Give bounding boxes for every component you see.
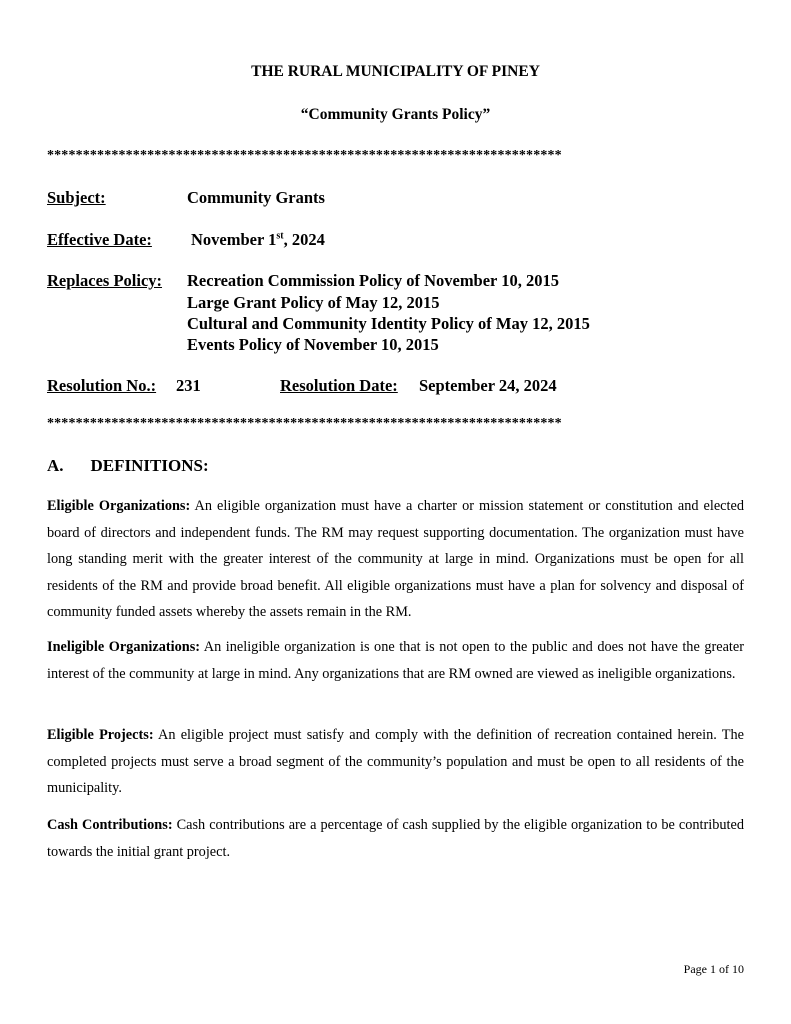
definition-eligible-projects — [47, 722, 744, 802]
subject-label: Subject: — [47, 188, 106, 207]
subject-value: Community Grants — [187, 188, 325, 207]
separator-bottom: ************************************************************************ — [47, 416, 562, 431]
policy-title: “Community Grants Policy” — [300, 106, 491, 123]
definition-term: Ineligible Organizations: — [47, 639, 201, 655]
resolution-number-value: 231 — [176, 376, 201, 395]
section-letter: A. — [47, 456, 64, 475]
replaces-policy-item: Large Grant Policy of May 12, 2015 — [187, 293, 440, 312]
replaces-policy-label: Replaces Policy: — [47, 271, 163, 290]
definition-cash-contributions — [47, 812, 744, 865]
definition-term: Eligible Projects: — [47, 727, 154, 743]
definition-text: An eligible organization must have a charter or mission statement or constitution and elected board of directors and independent funds. The RM may request supporting documentation. The organization must have long standing merit with the greater interest of the community at large in mind. Organizations must be open for all residents of the RM and provide broad benefit. All eligible organizations must have a plan for solvency and disposal of community funded assets whereby the assets remain in the RM. — [47, 498, 744, 620]
effective-date-year: , 2024 — [283, 230, 325, 249]
resolution-date-value: September 24, 2024 — [419, 376, 557, 395]
definition-term: Cash Contributions: — [47, 817, 173, 833]
definition-term: Eligible Organizations: — [47, 498, 191, 514]
definition-text: An eligible project must satisfy and comply with the definition of recreation contained herein. The completed projects must serve a broad segment of the community’s population and must be open to all residents of the municipality. — [47, 727, 744, 796]
effective-date-suffix: st — [276, 230, 284, 242]
page-number: Page 1 of 10 — [683, 962, 744, 976]
replaces-policy-item: Cultural and Community Identity Policy of May 12, 2015 — [187, 314, 590, 333]
replaces-policy-item: Events Policy of November 10, 2015 — [187, 335, 439, 354]
municipality-title: THE RURAL MUNICIPALITY OF PINEY — [251, 63, 540, 80]
separator-top: ************************************************************************ — [47, 148, 562, 163]
definition-text: An ineligible organization is one that is not open to the public and does not have the greater interest of the community at large in mind. Any organizations that are RM owned are viewed as ineligible organizations. — [47, 639, 744, 682]
section-heading — [47, 456, 209, 476]
resolution-date-label: Resolution Date: — [280, 376, 398, 395]
resolution-number-label: Resolution No.: — [47, 376, 157, 395]
effective-date-month: November 1 — [191, 230, 277, 249]
definition-text: Cash contributions are a percentage of cash supplied by the eligible organization to be contributed towards the initial grant project. — [47, 817, 744, 860]
effective-date-value — [191, 230, 325, 250]
effective-date-label: Effective Date: — [47, 230, 152, 249]
definition-ineligible-organizations — [47, 634, 744, 687]
definition-eligible-organizations — [47, 493, 744, 626]
replaces-policy-item: Recreation Commission Policy of November 10, 2015 — [187, 271, 559, 290]
section-title: DEFINITIONS: — [90, 456, 209, 475]
